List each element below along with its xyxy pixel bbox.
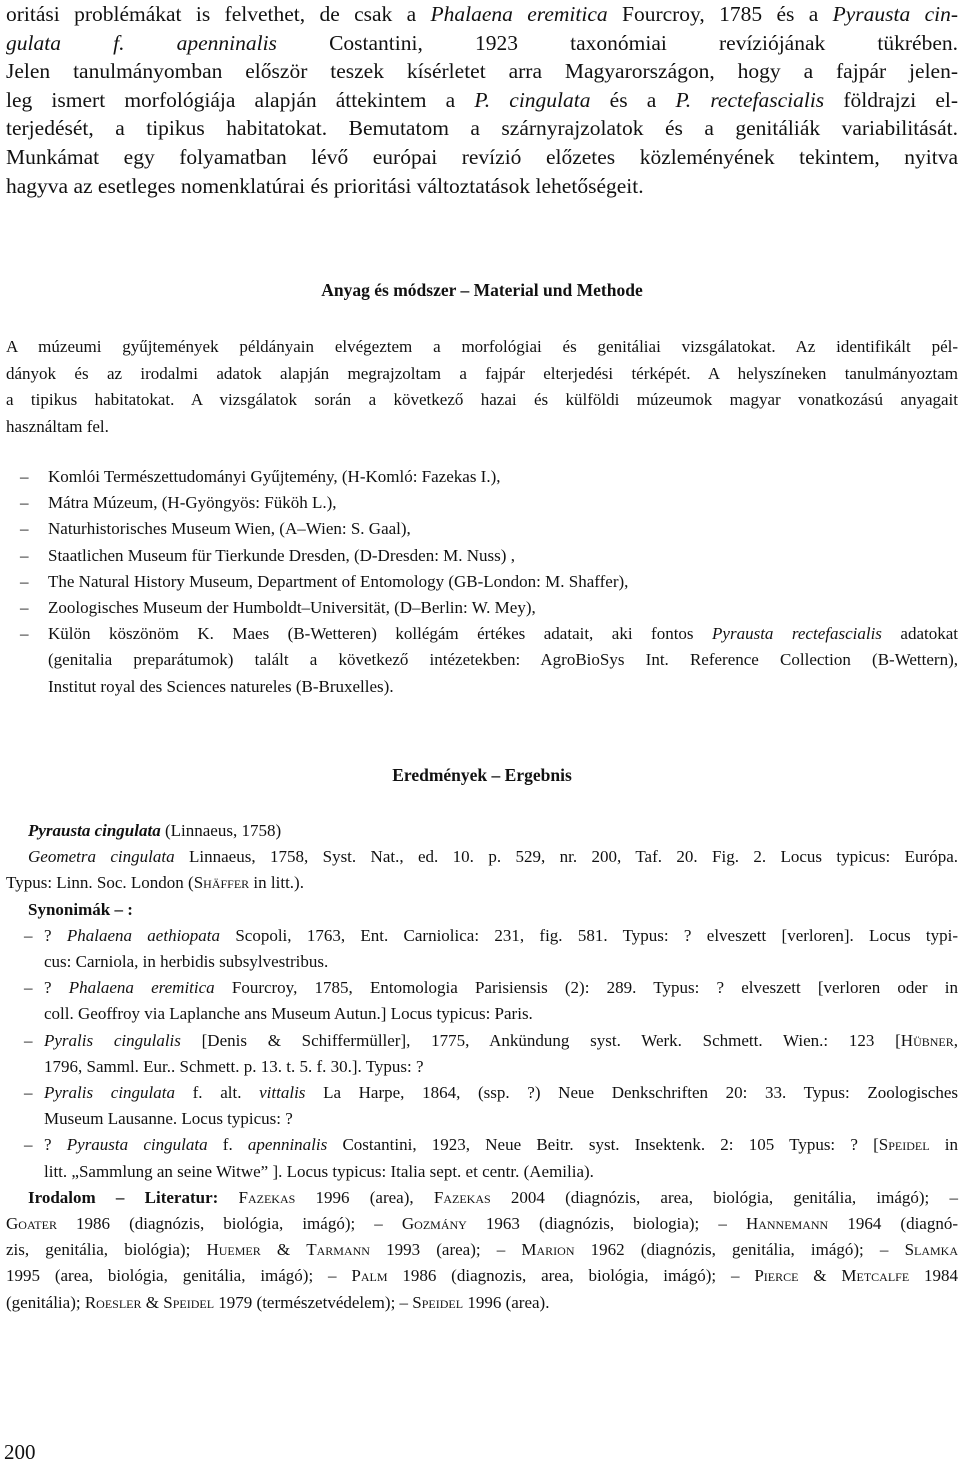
original-description-line-1 (6, 844, 958, 870)
list-dash: – (20, 624, 29, 644)
text-run: oritási problémákat is felvethet, de csak a (6, 2, 431, 26)
italic-text: Phalaena eremitica (430, 2, 608, 26)
text-run: földrajzi el- (824, 87, 959, 112)
text-run: 1996 (area), (295, 1187, 434, 1207)
text-run: 1986 (diagnozis, area, biológia, imágó); – (387, 1266, 755, 1286)
author-name: Gozmány (401, 1214, 467, 1234)
list-dash: – (20, 519, 29, 539)
synonym-line (44, 1106, 958, 1132)
text-run: in litt.). (249, 873, 304, 893)
original-description-line-2 (6, 870, 958, 896)
text-run: Scopoli, 1763, Ent. Carniolica: 231, fig. 581. Typus: ? elveszett [verloren]. Locus typi- (220, 925, 959, 945)
synonym-line (44, 1080, 958, 1106)
synonym-line (44, 1001, 958, 1027)
synonym-line (44, 1132, 958, 1158)
thanks-line-3: Institut royal des Sciences natureles (B-Bruxelles). (48, 676, 394, 696)
synonym-line (44, 923, 958, 949)
list-item (20, 543, 958, 569)
text-run: in (929, 1135, 958, 1155)
text-run: cus: Carniola, in herbidis subsylvestribus. (44, 952, 329, 972)
text-run: zis, genitália, biológia); (6, 1240, 207, 1260)
text-run: 1979 (természetvédelem); – (214, 1292, 413, 1312)
list-item (20, 516, 958, 542)
literature-line-5 (6, 1290, 958, 1316)
text-run: 1964 (diagnó- (828, 1214, 959, 1234)
author-name: Goater (6, 1214, 57, 1234)
synonym-line (44, 975, 958, 1001)
synonym-entry (6, 975, 958, 1027)
intro-paragraph (6, 0, 958, 200)
intro-line-7: hagyva az esetleges nomenklatúrai és prioritási változtatások lehetőségeit. (6, 173, 644, 198)
italic-text: P. cingulata (474, 87, 591, 112)
list-item-text: Naturhistorisches Museum Wien, (A–Wien: S. Gaal), (48, 519, 411, 539)
text-run: 1996 (area). (463, 1292, 550, 1312)
list-dash: – (24, 978, 33, 998)
author-name: Tarmann (306, 1240, 370, 1260)
text-run: Fourcroy, 1785, Entomologia Parisiensis (2): 289. Typus: ? elveszett [verloren oder in (214, 978, 959, 998)
list-item (20, 569, 958, 595)
section-heading-methods: Anyag és módszer – Material und Methode (321, 280, 643, 300)
text-run: 1796, Samml. Eur.. Schmett. p. 13. t. 5. f. 30.]. Typus: ? (44, 1056, 424, 1076)
synonym-entry (6, 1028, 958, 1080)
list-item-thanks (20, 621, 958, 700)
author-name: Hannemann (745, 1214, 829, 1234)
intro-line-5: terjedését, a tipikus habitatokat. Bemutatom a szárnyrajzolatok és a genitáliák variabilitását. (6, 116, 958, 141)
list-dash: – (20, 598, 29, 618)
thanks-line-1 (48, 621, 958, 647)
methods-line-1: A múzeumi gyűjtemények példányain elvégeztem a morfológiai és genitáliai vizsgálatokat. Az identifikált pél- (6, 337, 958, 356)
text-run: ? (44, 925, 67, 945)
list-dash: – (20, 571, 29, 591)
italic-text: apenninalis (247, 1135, 328, 1155)
italic-text: Pyralis cingulata (44, 1083, 175, 1103)
italic-text: Pyrausta cin- (832, 2, 958, 26)
text-run: f. (207, 1135, 248, 1155)
list-dash: – (24, 1135, 33, 1155)
text-run: 1963 (diagnózis, biologia); – (466, 1214, 746, 1234)
text-run: 1993 (area); – (369, 1240, 522, 1260)
author-name: Shäffer (193, 873, 250, 893)
italic-text: Pyrausta cingulata (66, 1135, 208, 1155)
literature-line-text (239, 1188, 958, 1207)
text-run: f. alt. (174, 1083, 260, 1103)
methods-line-3: a tipikus habitatokat. A vizsgálatok során a következő hazai és külföldi múzeumok magyar vonatkozású anyagait (6, 390, 958, 410)
author-name: Speidel (412, 1292, 464, 1312)
synonym-entry (6, 1132, 958, 1184)
methods-paragraph (6, 334, 958, 440)
species-name: Pyrausta cingulata (28, 821, 161, 840)
text-run: , (953, 1030, 958, 1050)
italic-text: P. rectefascialis (675, 87, 825, 112)
text-run: litt. „Sammlung an seine Witwe” ]. Locus typicus: Italia sept. et centr. (Aemilia). (44, 1161, 594, 1181)
thanks-line-2: (genitalia preparátumok) talált a következő intézetekben: AgroBioSys Int. Reference Collection (B-Wettern), (48, 650, 958, 670)
synonyms-heading-text: Synonimák – : (28, 899, 133, 919)
intro-line-4 (6, 86, 958, 115)
text-run: 1962 (diagnózis, genitália, imágó); – (574, 1240, 905, 1260)
author-name: Speidel (163, 1292, 215, 1312)
literature-line-2 (6, 1211, 958, 1237)
text-run: ? (44, 1135, 67, 1155)
section-heading-results: Eredmények – Ergebnis (392, 765, 572, 785)
author-name: Fazekas (238, 1187, 296, 1207)
intro-line-3: Jelen tanulmányomban először teszek kísérletet arra Magyarországon, hogy a fajpár jelen- (6, 59, 958, 84)
synonym-line (44, 1054, 958, 1080)
literature-line-3 (6, 1237, 958, 1263)
author-name: Marion (521, 1240, 575, 1260)
list-dash: – (24, 1083, 33, 1103)
list-item-text: The Natural History Museum, Department of Entomology (GB-London: M. Shaffer), (48, 571, 629, 591)
author-name: Huemer (206, 1240, 261, 1260)
species-title (6, 818, 958, 844)
text-run: 2004 (diagnózis, area, biológia, genitália, imágó); – (490, 1187, 958, 1207)
literature-line-4 (6, 1263, 958, 1289)
methods-line-4: használtam fel. (6, 416, 109, 436)
list-item-text: Mátra Múzeum, (H-Gyöngyös: Füköh L.), (48, 493, 337, 513)
synonym-line (44, 1028, 958, 1054)
text-run: & (141, 1292, 164, 1312)
page-number: 200 (4, 1440, 36, 1464)
list-item-text: Staatlichen Museum für Tierkunde Dresden, (D-Dresden: M. Nuss) , (48, 545, 515, 565)
synonym-line (44, 949, 958, 975)
italic-text: vittalis (259, 1083, 306, 1103)
author-name: Speidel (878, 1135, 930, 1155)
list-dash: – (24, 1030, 33, 1050)
list-dash: – (20, 467, 29, 486)
text-run: 1984 (909, 1266, 958, 1286)
literature-line-1 (6, 1185, 958, 1211)
text-run: coll. Geoffroy via Laplanche ans Museum Autun.] Locus typicus: Paris. (44, 1004, 533, 1024)
synonym-entry (6, 923, 958, 975)
text-run: Linnaeus, 1758, Syst. Nat., ed. 10. p. 529, nr. 200, Taf. 20. Fig. 2. Locus typicus: Európa. (174, 847, 959, 867)
list-dash: – (20, 545, 29, 565)
text-run: & (260, 1240, 307, 1260)
italic-text: Phalaena eremitica (68, 978, 215, 998)
author-name: Palm (351, 1266, 388, 1286)
text-run: 1995 (area, biológia, genitália, imágó); – (6, 1266, 352, 1286)
text-run: (genitália); (6, 1292, 85, 1312)
text-run: Costantini, 1923 taxonómiai revíziójának tükrében. (276, 30, 959, 55)
text-run: [Denis & Schiffermüller], 1775, Ankündung syst. Werk. Schmett. Wien.: 123 [ (180, 1030, 901, 1050)
author-name: Metcalfe (841, 1266, 910, 1286)
italic-text: Pyralis cingulalis (44, 1030, 181, 1050)
list-dash: – (20, 493, 29, 513)
author-name: Hübner (900, 1030, 954, 1050)
text-run: ? (44, 978, 69, 998)
synonym-line (44, 1159, 958, 1185)
methods-line-2: dányok és az irodalmi adatok alapján megrajzoltam a fajpár elterjedési térképét. A helyszíneken tanulmányoztam (6, 363, 958, 383)
intro-line-2 (6, 29, 958, 58)
list-dash: – (24, 925, 33, 945)
text-run: La Harpe, 1864, (ssp. ?) Neue Denkschriften 20: 33. Typus: Zoologisches (305, 1083, 958, 1103)
italic-text: Geometra cingulata (28, 847, 175, 867)
italic-text: gulata f. apenninalis (6, 30, 277, 55)
author-name: Pierce (754, 1266, 799, 1286)
text-run: Museum Lausanne. Locus typicus: ? (44, 1109, 293, 1129)
literature-label: Irodalom – Literatur: (28, 1187, 239, 1207)
text-run: Typus: Linn. Soc. London ( (6, 873, 194, 893)
species-author: (Linnaeus, 1758) (160, 821, 282, 840)
list-item (20, 595, 958, 621)
list-item (20, 490, 958, 516)
italic-text: Phalaena aethiopata (66, 925, 221, 945)
species-account (6, 818, 958, 1316)
author-name: Fazekas (433, 1187, 491, 1207)
intro-line-1 (6, 0, 958, 29)
list-item-text: Zoologisches Museum der Humboldt–Universität, (D–Berlin: W. Mey), (48, 598, 536, 618)
text-run: és a (590, 87, 676, 112)
author-name: Slamka (904, 1240, 959, 1260)
synonyms-heading (6, 897, 958, 923)
italic-text: Pyrausta rectefascialis (712, 624, 882, 644)
author-name: Roesler (84, 1292, 142, 1312)
text-run: Fourcroy, 1785 és a (607, 2, 833, 26)
text-run: 1986 (diagnózis, biológia, imágó); – (56, 1214, 402, 1234)
text-run: Costantini, 1923, Neue Beitr. syst. Insektenk. 2: 105 Typus: ? [ (327, 1135, 879, 1155)
text-run: adatokat (881, 624, 958, 644)
intro-line-6: Munkámat egy folyamatban lévő európai revízió előzetes közleményének tekintem, nyitva (6, 144, 958, 169)
text-run: leg ismert morfológiája alapján áttekintem a (6, 87, 475, 112)
literature-block (6, 1185, 958, 1316)
text-run: & (798, 1266, 842, 1286)
list-item (20, 464, 958, 490)
synonym-entry (6, 1080, 958, 1132)
list-item-text: Komlói Természettudományi Gyűjtemény, (H-Komló: Fazekas I.), (48, 467, 501, 486)
text-run: Külön köszönöm K. Maes (B-Wetteren) kollégám értékes adatait, aki fontos (48, 624, 713, 644)
museum-list (20, 464, 958, 700)
